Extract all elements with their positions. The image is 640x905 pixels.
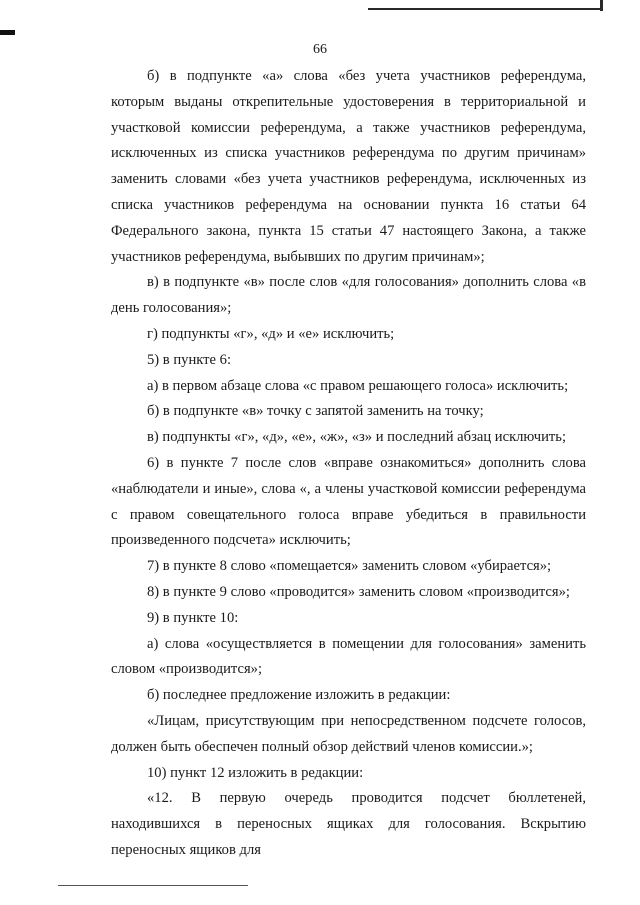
scan-artifact-left-mark bbox=[0, 30, 15, 35]
paragraph-15: 10) пункт 12 изложить в редакции: bbox=[147, 764, 364, 781]
paragraph-3: г) подпункты «г», «д» и «е» исключить; bbox=[147, 325, 395, 342]
paragraph-5: а) в первом абзаце слова «с правом решающего голоса» исключить; bbox=[147, 377, 569, 394]
paragraph-16: «12. В первую очередь проводится подсчет бюллетеней, находившихся в переносных ящиках для голосования. Вскрытию переносных ящиков для bbox=[111, 790, 586, 858]
paragraph-6: б) в подпункте «в» точку с запятой заменить на точку; bbox=[147, 403, 484, 420]
paragraph-8: 6) в пункте 7 после слов «вправе ознакомиться» дополнить слова «наблюдатели и иные», слова «, а члены участковой комиссии референдума с правом совещательного голоса вправе убедиться в правильности произведенного подсчета» исключить; bbox=[111, 454, 586, 549]
paragraph-12: а) слова «осуществляется в помещении для голосования» заменить словом «производится»; bbox=[111, 635, 586, 678]
paragraph-7: в) подпункты «г», «д», «е», «ж», «з» и последний абзац исключить; bbox=[147, 429, 567, 446]
paragraph-14: «Лицам, присутствующим при непосредственном подсчете голосов, должен быть обеспечен полный обзор действий членов комиссии.»; bbox=[111, 712, 586, 755]
document-body bbox=[111, 64, 586, 864]
page-number: 66 bbox=[313, 42, 327, 57]
paragraph-9: 7) в пункте 8 слово «помещается» заменить словом «убирается»; bbox=[147, 558, 552, 575]
scan-artifact-corner-tick bbox=[600, 0, 603, 11]
paragraph-11: 9) в пункте 10: bbox=[147, 609, 239, 626]
footnote-separator bbox=[58, 885, 248, 886]
scan-artifact-top-line bbox=[368, 8, 600, 10]
paragraph-13: б) последнее предложение изложить в редакции: bbox=[147, 687, 451, 704]
paragraph-1: б) в подпункте «а» слова «без учета участников референдума, которым выданы открепительные удостоверения в территориальной и участковой комиссии референдума, а также участников референдума, исключенных из списка участников референдума по другим причинам» заменить словами «без учета участников референдума, исключенных из списка участников референдума на основании пункта 16 статьи 64 Федерального закона, пункта 15 статьи 47 настоящего Закона, а также участников референдума, выбывших по другим причинам»; bbox=[111, 68, 586, 265]
paragraph-4: 5) в пункте 6: bbox=[147, 351, 232, 368]
paragraph-2: в) в подпункте «в» после слов «для голосования» дополнить слова «в день голосования»; bbox=[111, 274, 586, 317]
paragraph-10: 8) в пункте 9 слово «проводится» заменить словом «производится»; bbox=[147, 583, 570, 600]
